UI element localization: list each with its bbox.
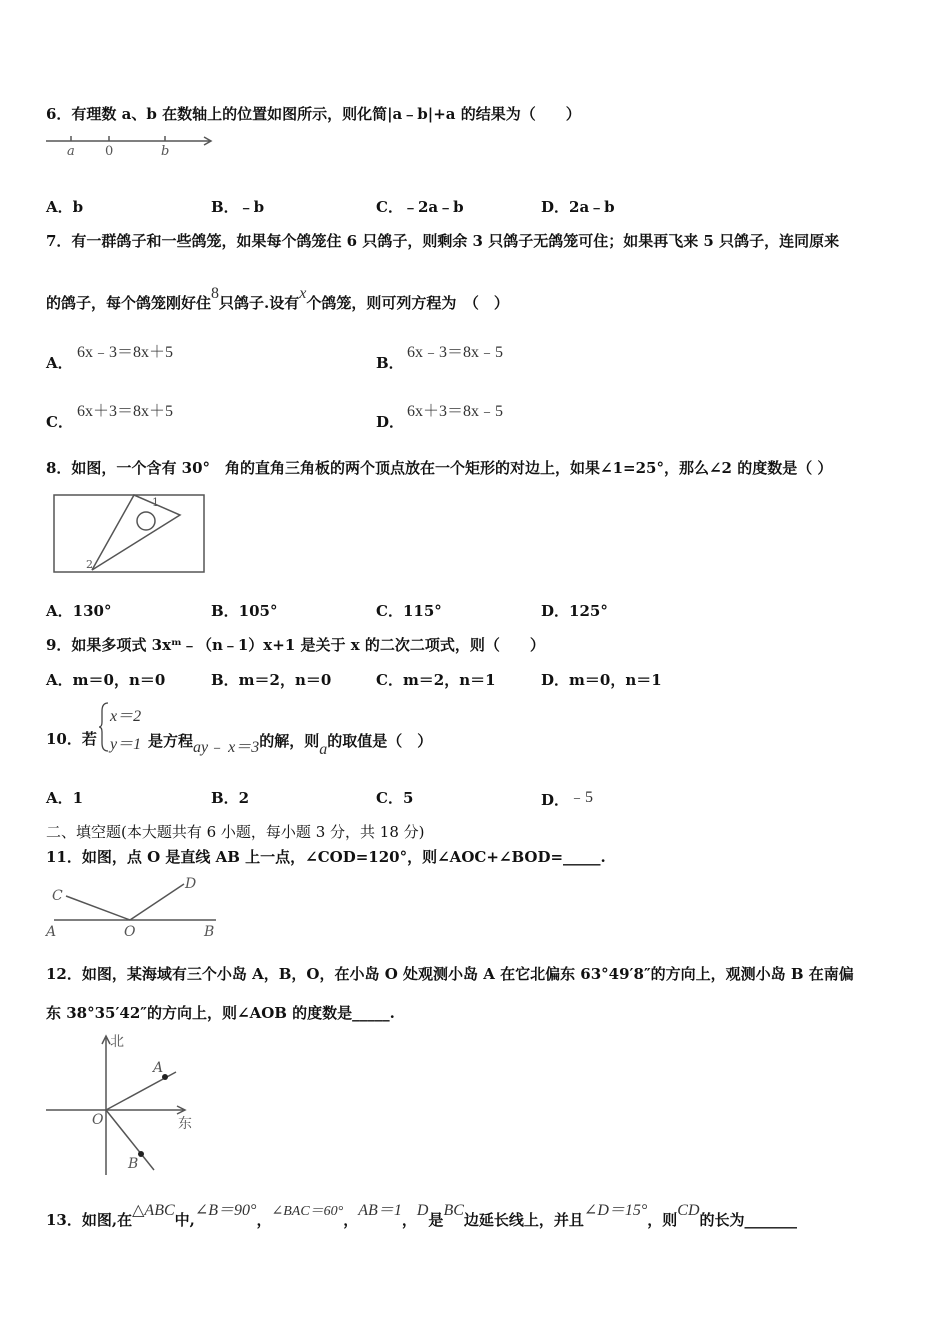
q6-option-a[interactable]: A．b [46,198,84,216]
q7-option-b[interactable]: B． [376,354,404,372]
q9-text: 9．如果多项式 3xᵐ﹣（n﹣1）x+1 是关于 x 的二次二项式，则（ ） [46,636,545,654]
q12-label-east: 东 [178,1116,192,1132]
q8-option-a[interactable]: A．130° [46,602,112,620]
q10-prefix: 10．若 [46,730,97,748]
q13-triangle: △ABC [132,1202,175,1219]
q6-option-b[interactable]: B．﹣b [211,198,265,216]
q13-ab: AB＝1 [358,1202,402,1219]
q8-option-b[interactable]: B．105° [211,602,278,620]
q11-label-o: O [124,924,136,940]
q13-bc: BC [443,1202,464,1219]
q12-figure [44,1030,204,1180]
q13-angle-bac: ∠BAC＝60° [271,1204,344,1219]
q13-angle-d: ∠D＝15° [583,1202,648,1219]
q12-line2: 东 38°35′42″的方向上，则∠AOB 的度数是_____. [46,1004,395,1022]
q11-label-b: B [204,924,215,940]
q7-var-x: x [299,285,307,302]
q7-line1: 7．有一群鸽子和一些鸽笼，如果每个鸽笼住 6 只鸽子，则剩余 3 只鸽子无鸽笼可住；如果再飞来 5 只鸽子，连同原来 [46,232,840,250]
q13-text: 13．如图,在△ABC中,∠B＝90°，∠BAC＝60°，AB＝1，D是BC边延长线上，并且∠D＝15°，则CD的长为_______ [46,1202,798,1229]
q7-number-8: 8 [211,285,220,302]
q6-label-b: b [161,144,170,159]
q7-line2: 的鸽子，每个鸽笼刚好住8只鸽子.设有x个鸽笼，则可列方程为 （ ） [46,285,509,312]
q7-option-c-eq[interactable]: 6x＋3＝8x＋5 [77,403,174,420]
q8-figure [52,490,208,576]
q13-cd: CD [677,1202,700,1219]
q7-option-d-eq[interactable]: 6x＋3＝8x﹣5 [407,403,504,420]
q6-text: 6．有理数 a、b 在数轴上的位置如图所示，则化简|a﹣b|+a 的结果为（ ） [46,105,581,123]
section2-title: 二、填空题(本大题共有 6 小题，每小题 3 分，共 18 分) [46,823,425,841]
q11-label-c: C [52,888,63,904]
q11-figure [44,872,220,942]
q9-option-b[interactable]: B．m＝2，n＝0 [211,671,332,689]
q12-label-a: A [153,1060,164,1076]
q7-option-a[interactable]: A． [46,354,73,372]
q12-label-o: O [92,1112,104,1128]
q7-option-c[interactable]: C． [46,413,73,431]
q9-option-a[interactable]: A．m＝0，n＝0 [46,671,166,689]
q8-text: 8．如图，一个含有 30° 角的直角三角板的两个顶点放在一个矩形的对边上，如果∠1=25°，那么∠2 的度数是（ ） [46,459,833,477]
q10-equation: ay﹣ x＝3 [193,739,260,756]
q11-text: 11．如图，点 O 是直线 AB 上一点，∠COD=120°，则∠AOC+∠BOD=_____. [46,848,606,866]
q10-system-eq1: x＝2 [110,708,142,725]
q6-number-line [44,132,219,160]
q12-label-north: 北 [110,1034,124,1050]
q10-option-a[interactable]: A．1 [46,789,84,807]
q10-mid: 是方程ay﹣ x＝3的解，则a的取值是（ ） [148,732,433,758]
q6-label-a: a [67,144,75,159]
q8-option-c[interactable]: C．115° [376,602,442,620]
q10-var-a: a [319,741,328,758]
q11-label-d: D [185,876,197,892]
q9-option-d[interactable]: D．m＝0，n＝1 [541,671,662,689]
q10-option-c[interactable]: C．5 [376,789,414,807]
q7-option-d[interactable]: D． [376,413,405,431]
q8-option-d[interactable]: D．125° [541,602,608,620]
q12-line1: 12．如图，某海域有三个小岛 A，B，O，在小岛 O 处观测小岛 A 在它北偏东 63°49′8″的方向上，观测小岛 B 在南偏 [46,965,854,983]
q8-angle-1-label: 1 [152,496,159,509]
q11-label-a: A [46,924,57,940]
q12-label-b: B [128,1156,139,1172]
q8-angle-2-label: 2 [86,558,93,571]
q10-option-d[interactable]: D．﹣5 [541,789,594,809]
q7-option-a-eq[interactable]: 6x﹣3＝8x＋5 [77,344,174,361]
q10-option-b[interactable]: B．2 [211,789,250,807]
q6-label-0: 0 [105,144,114,159]
q10-system-brace [98,701,110,753]
q6-option-d[interactable]: D．2a﹣b [541,198,615,216]
q13-d: D [416,1202,429,1219]
q10-option-d-value: ﹣5 [569,789,594,806]
q6-option-c[interactable]: C．﹣2a﹣b [376,198,464,216]
q7-option-b-eq[interactable]: 6x﹣3＝8x﹣5 [407,344,504,361]
q9-option-c[interactable]: C．m＝2，n＝1 [376,671,496,689]
q13-angle-b: ∠B＝90° [194,1202,257,1219]
q10-system-eq2: y＝1 [110,736,142,753]
